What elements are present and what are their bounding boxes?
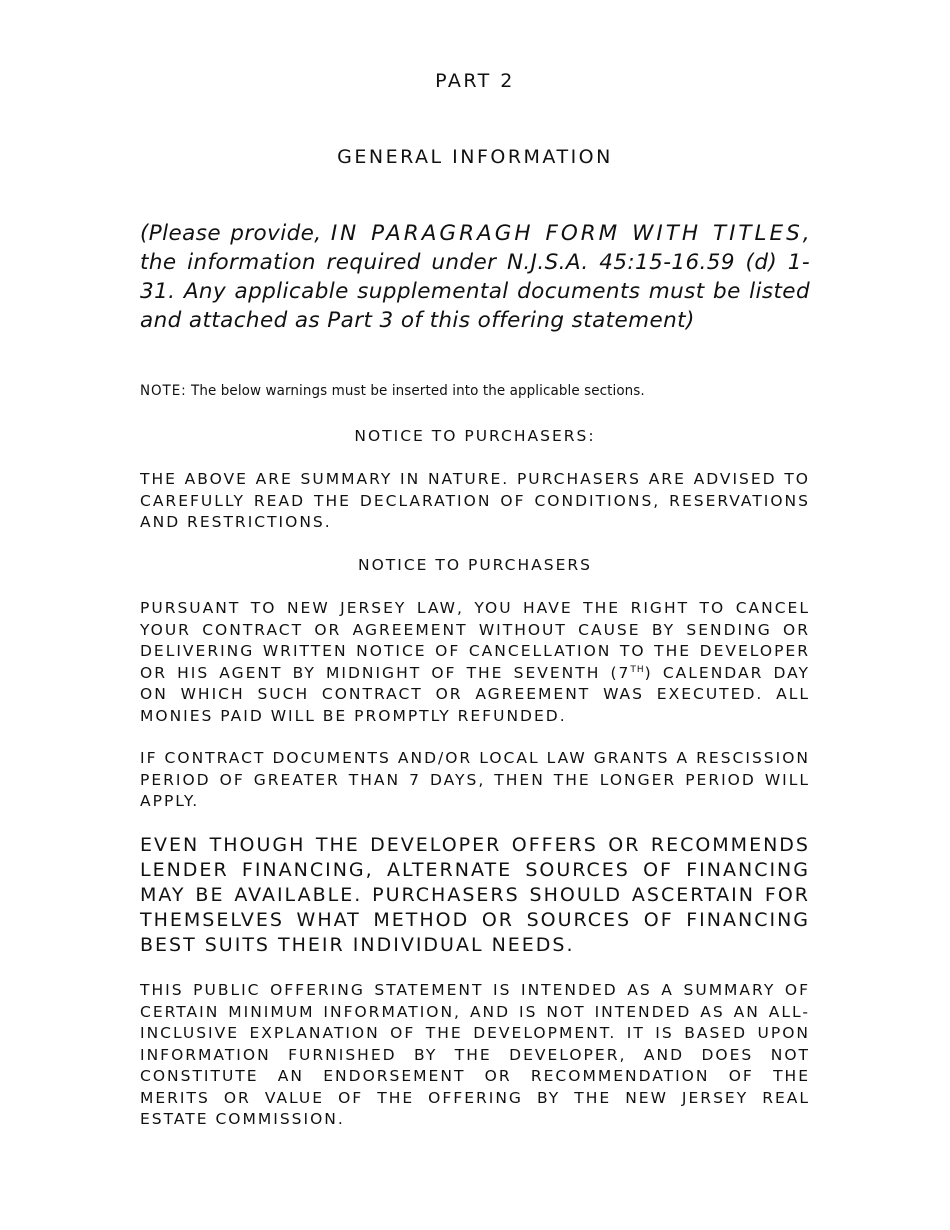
note-label: NOTE: [140, 383, 187, 399]
note-text: The below warnings must be inserted into the applicable sections. [186, 383, 645, 399]
financing-paragraph: EVEN THOUGH THE DEVELOPER OFFERS OR RECOMMENDS LENDER FINANCING, ALTERNATE SOURCES OF FINANCING MAY BE AVAILABLE. PURCHASERS SHOULD ASCERTAIN FOR THEMSELVES WHAT METHOD OR SOURCES OF FINANCING BEST SUITS THEIR INDIVIDUAL NEEDS. [140, 834, 810, 956]
notice-heading-1: NOTICE TO PURCHASERS: [354, 427, 596, 445]
cancellation-paragraph [140, 598, 810, 727]
ordinal-superscript: TH [630, 664, 645, 675]
intro-instructions [140, 219, 810, 335]
intro-text-a: (Please provide, [140, 221, 331, 246]
part-title: PART 2 [435, 70, 515, 92]
disclaimer-paragraph: THIS PUBLIC OFFERING STATEMENT IS INTENDED AS A SUMMARY OF CERTAIN MINIMUM INFORMATION, AND IS NOT INTENDED AS AN ALL-INCLUSIVE EXPLANATION OF THE DEVELOPMENT. IT IS BASED UPON INFORMATION FURNISHED BY THE DEVELOPER, AND DOES NOT CONSTITUTE AN ENDORSEMENT OR RECOMMENDATION OF THE MERITS OR VALUE OF THE OFFERING BY THE NEW JERSEY REAL ESTATE COMMISSION. [140, 981, 810, 1128]
notice-heading-2: NOTICE TO PURCHASERS [358, 556, 592, 574]
rescission-paragraph: IF CONTRACT DOCUMENTS AND/OR LOCAL LAW GRANTS A RESCISSION PERIOD OF GREATER THAN 7 DAYS, THEN THE LONGER PERIOD WILL APPLY. [140, 749, 810, 810]
cancellation-text-b: ) CALENDAR DAY ON WHICH SUCH CONTRACT OR AGREEMENT WAS EXECUTED. ALL MONIES PAID WILL BE PROMPTLY REFUNDED. [140, 663, 810, 725]
notice-summary-paragraph: THE ABOVE ARE SUMMARY IN NATURE. PURCHASERS ARE ADVISED TO CAREFULLY READ THE DECLARATION OF CONDITIONS, RESERVATIONS AND RESTRICTIONS. [140, 470, 810, 531]
intro-emphasis: IN PARAGRAGH FORM WITH TITLES [330, 221, 803, 246]
intro-text-c: , the information required under N.J.S.A. 45:15-16.59 (d) 1-31. Any applicable supplemental documents must be listed and attached as Part 3 of this offering statement) [140, 221, 810, 333]
cancellation-text-a: PURSUANT TO NEW JERSEY LAW, YOU HAVE THE RIGHT TO CANCEL YOUR CONTRACT OR AGREEMENT WITHOUT CAUSE BY SENDING OR DELIVERING WRITTEN NOTICE OF CANCELLATION TO THE DEVELOPER OR HIS AGENT BY MIDNIGHT OF THE SEVENTH (7 [140, 599, 810, 682]
section-title: GENERAL INFORMATION [337, 146, 613, 168]
note-line [140, 383, 763, 399]
